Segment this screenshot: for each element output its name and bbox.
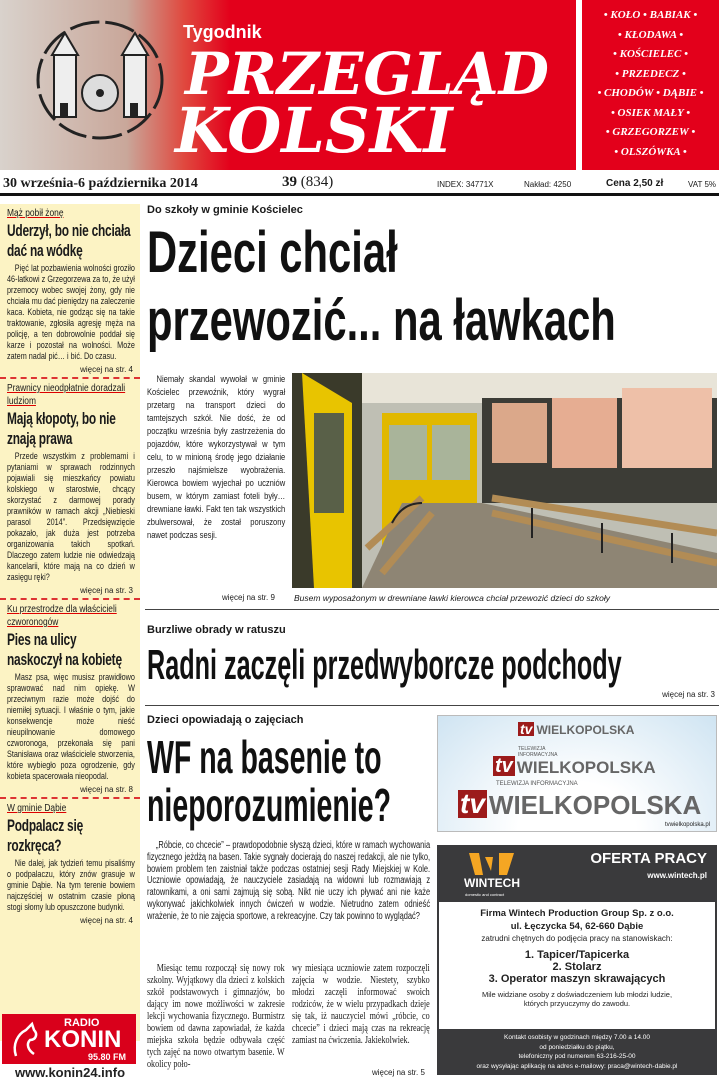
position-item: 2. Stolarz bbox=[552, 961, 602, 973]
wintech-subbrand: domestic and contract bbox=[465, 892, 505, 897]
lead-headline[interactable]: przewozić... na ławkach bbox=[147, 288, 616, 353]
story-headline[interactable]: nieporozumienie? bbox=[147, 779, 392, 831]
towns-box bbox=[582, 0, 719, 170]
story-kicker: Ku przestrodze dla właścicieli czworonogów bbox=[7, 604, 117, 628]
story-body: Przede wszystkim z problemami i pytaniami w sprawach rodzinnych pojawiali się mieszkańcy powiatu kolskiego w starostwie, chcący skorzystać z darmowej porady prawników w ramach akcji „Niebieski parasol 2014”. Przedsięwzięcie pokazało, jak duża jest potrzeba organizowania takich spotkań. Dlaczego zatem ludzie nie odwiedzają kancelarii, które mają na co dzień w zasięgu ręki? bbox=[7, 451, 135, 582]
masthead-kicker: Tygodnik bbox=[183, 22, 262, 42]
story-headline[interactable]: Uderzył, bo nie chciała dać na wódkę bbox=[7, 221, 131, 260]
wintech-brand: WINTECH bbox=[464, 876, 520, 890]
more-link[interactable]: więcej na str. 3 bbox=[662, 690, 715, 699]
tv-name: WIELKOPOLSKA bbox=[488, 790, 702, 820]
more-link[interactable]: więcej na str. 4 bbox=[80, 916, 133, 925]
sidebar-story bbox=[0, 600, 140, 797]
town-line: • KŁODAWA • bbox=[617, 28, 684, 41]
lead-kicker: Do szkoły w gminie Kościelec bbox=[147, 204, 303, 216]
more-link[interactable]: więcej na str. 8 bbox=[80, 785, 133, 794]
divider bbox=[145, 705, 719, 706]
more-link[interactable]: więcej na str. 5 bbox=[372, 1068, 425, 1077]
town-line: • KOŁO • BABIAK • bbox=[603, 9, 698, 21]
masthead-title: KOLSKI bbox=[175, 94, 453, 167]
ad-website[interactable]: www.wintech.pl bbox=[647, 871, 707, 880]
tv-logo: tv bbox=[460, 788, 485, 819]
town-line: • PRZEDECZ • bbox=[615, 67, 686, 80]
masthead bbox=[0, 0, 576, 170]
masthead-title: PRZEGLĄD bbox=[185, 40, 549, 108]
tv-url: tvwielkopolska.pl bbox=[664, 822, 710, 828]
story-body-col2: wy miesiąca uczniowie zatem rozpoczęli zajęcia w wodzie. Niestety, szybko młodzi zaczęli informować swoich rodziców, że w wielu przypadkach dzieje się tak, iż nauczyciel mówi „róbcie, co chcecie” i dzieci mają czas na rekreację zamiast na ćwiczenia. Jakiekolwiek. bbox=[292, 963, 430, 1046]
sidebar bbox=[0, 204, 140, 1081]
ad-body bbox=[439, 902, 715, 1029]
ad-contact bbox=[437, 1033, 717, 1071]
contact-line: od poniedziałku do piątku, bbox=[539, 1043, 615, 1051]
wintech-job-ad[interactable] bbox=[437, 845, 717, 1075]
story-headline[interactable]: Mają kłopoty, bo nie znają prawa bbox=[7, 409, 116, 448]
issue-number bbox=[282, 174, 333, 191]
story-headline[interactable]: Pies na ulicy naskoczył na kobietę bbox=[7, 630, 122, 669]
story-kicker: W gminie Dąbie bbox=[7, 803, 67, 814]
town-line: • KOŚCIELEC • bbox=[613, 48, 688, 60]
radio-konin-ad[interactable] bbox=[2, 1014, 136, 1064]
position-item: 3. Operator maszyn skrawających bbox=[488, 973, 666, 985]
town-line: • GRZEGORZEW • bbox=[605, 126, 696, 138]
story-kicker: Prawnicy nieodpłatnie doradzali ludziom bbox=[7, 383, 126, 407]
issue-index: INDEX: 34771X bbox=[437, 180, 494, 189]
tv-logo: tv bbox=[495, 755, 513, 777]
wintech-logo-icon bbox=[469, 853, 514, 875]
ad-title: OFERTA PRACY bbox=[590, 850, 707, 867]
story-headline[interactable]: Podpalacz się rozkręca? bbox=[7, 816, 83, 855]
story-lead: „Róbcie, co chcecie” – prawdopodobnie słyszą dzieci, które w ramach wychowania fizycznego jeżdżą na basen. Takie sygnały docierają do naszej redakcji, ale nie tylko, bowiem problem ten zaistniał także podczas ostatniej sesji Rady Miejskiej w Kole. Uczniowie opowiadają, że nauczyciele zasiadają na widowni lub rozmawiają z ratownikami, a oni sami zajmują się sobą. Nikt nie uczy ich pływać ani nie każe wykonywać jakichkolwiek innych ćwiczeń w wodzie. Nietrudno zatem odnieść wrażenie, że to nie zajęcia sportowe, a rekreacyjne. Czy tak powinno to wyglądać? bbox=[147, 840, 431, 922]
more-link[interactable]: więcej na str. 4 bbox=[80, 365, 133, 374]
company-name: Firma Wintech Production Group Sp. z o.o. bbox=[480, 908, 674, 919]
tv-wielkopolska-ad[interactable] bbox=[437, 715, 717, 832]
issue-date: 30 września-6 października 2014 bbox=[3, 176, 198, 191]
ad-welcome: Mile widziane osoby z doświadczeniem lub młodzi ludzie, których przyuczymy do zawodu. bbox=[481, 990, 673, 1008]
radio-url[interactable]: www.konin24.info bbox=[0, 1064, 140, 1081]
contact-line: oraz wysyłając aplikację na adres e-mailowy: praca@wintech-dabie.pl bbox=[476, 1062, 678, 1070]
story-kicker: Burzliwe obrady w ratuszu bbox=[147, 624, 286, 636]
more-link[interactable]: więcej na str. 3 bbox=[80, 586, 133, 595]
town-hall-logo-icon bbox=[30, 15, 170, 145]
lead-headline[interactable]: Dzieci chciał bbox=[147, 220, 398, 285]
company-address: ul. Łęczycka 54, 62-660 Dąbie bbox=[510, 921, 644, 932]
story-body: Nie dalej, jak tydzień temu pisaliśmy o podpalaczu, który znów grasuje w gminie Dąbie. Na tym terenie bowiem najczęściej w ostatnim czasie płoną stogi słomy lub opuszczone budynki. bbox=[7, 858, 135, 912]
tv-subtitle: TELEWIZJA INFORMACYJNA bbox=[518, 746, 558, 758]
sidebar-story bbox=[0, 204, 140, 377]
issue-circulation: Nakład: 4250 bbox=[524, 180, 572, 189]
lead-body: Niemały skandal wywołał w gminie Kościelec przewoźnik, który wygrał przetarg na transport dzieci do tamtejszych szkół. Nie dość, że od początku września były zastrzeżenia do pojazdów, które wykorzystywał w tym celu, to w minioną środę jego działanie przeszło najśmielsze wyobrażenia. Kierowca bowiem wyjechał po uczniów busem, w którym zamiast foteli były… drewniane ławki. Fakt ten tak wszystkich zbulwersował, że został poruszony nawet podczas sesji. bbox=[147, 374, 286, 541]
issue-number-value: 39 bbox=[282, 174, 297, 190]
tv-logo: tv bbox=[520, 721, 533, 737]
photo-caption: Busem wyposażonym w drewniane ławki kierowca chciał przewozić dzieci do szkoły bbox=[294, 593, 611, 603]
bus-interior-photo bbox=[292, 373, 717, 588]
story-headline[interactable]: Radni zaczęli przedwyborcze podchody bbox=[147, 641, 622, 688]
tv-name: WIELKOPOLSKA bbox=[536, 723, 635, 737]
issue-bar bbox=[0, 172, 719, 196]
sidebar-story bbox=[0, 379, 140, 598]
radio-label: RADIO bbox=[64, 1017, 100, 1029]
tv-name: WIELKOPOLSKA bbox=[516, 758, 656, 777]
story-headline[interactable]: WF na basenie to bbox=[147, 731, 382, 783]
contact-line: Kontakt osobisty w godzinach między 7.00 a 14.00 bbox=[504, 1034, 650, 1041]
story-body: Pięć lat pozbawienia wolności groziło 46-latkowi z Grzegorzewa za to, że użył przemocy wobec swojej żony, gdy nie chciała mu dać pieniędzy na zaleczenie kaca. Kobieta, nie godząc się na takie traktowanie, zgłosiła agresję męża na policję, a ten dobrowolnie poddał się karze i pozostał na wolności. Może zatem nadal pić… i bić. Do czasu. bbox=[7, 263, 135, 361]
issue-price: Cena 2,50 zł bbox=[606, 178, 664, 189]
horse-icon bbox=[8, 1020, 42, 1060]
issue-vat: VAT 5% bbox=[688, 180, 717, 189]
sidebar-story bbox=[0, 799, 140, 928]
radio-name: KONIN bbox=[44, 1026, 122, 1053]
radio-frequency: 95.80 FM bbox=[88, 1052, 127, 1062]
contact-line: telefoniczny pod numerem 63-216-25-00 bbox=[518, 1053, 636, 1060]
story-kicker: Dzieci opowiadają o zajęciach bbox=[147, 714, 304, 726]
more-link[interactable]: więcej na str. 9 bbox=[222, 593, 275, 602]
town-line: • OSIEK MAŁY • bbox=[610, 106, 691, 119]
story-kicker: Mąż pobił żonę bbox=[7, 208, 64, 219]
tv-subtitle: TELEWIZJA INFORMACYJNA bbox=[496, 781, 578, 787]
story-body: Masz psa, więc musisz prawidłowo sprawować nad nim opiekę. W przeciwnym razie może dojść do niemiłej sytuacji. I właśnie o tym, jakie konsekwencje może nieść nieupilnowanie domowego czworonoga, przekonała się pani Stanisława oraz właściciele stworzenia, które wybiegło poza ogrodzenie, gdy kobieta spacerowała nieopodal. bbox=[7, 672, 135, 781]
ad-intro: zatrudni chętnych do podjęcia pracy na stanowiskach: bbox=[481, 934, 673, 943]
town-line: • OLSZÓWKA • bbox=[614, 145, 687, 158]
position-item: 1. Tapicer/Tapicerka bbox=[524, 949, 630, 961]
divider bbox=[145, 609, 719, 610]
town-line: • CHODÓW • DĄBIE • bbox=[597, 87, 704, 99]
issue-number-total: (834) bbox=[300, 174, 334, 190]
story-body-col1: Miesiąc temu rozpoczął się nowy rok szkolny. Wyjątkowy dla dzieci z kolskich szkół podstawowych i gimnazjów, bo dający im nowe możliwości w zakresie lekcji wychowania fizycznego. Burmistrz bowiem od dawna zapowiadał, że każda miejska szkoła będzie odbywała część tych zajęć na nowo otwartym basenie. W okolicy poło- bbox=[147, 963, 285, 1070]
